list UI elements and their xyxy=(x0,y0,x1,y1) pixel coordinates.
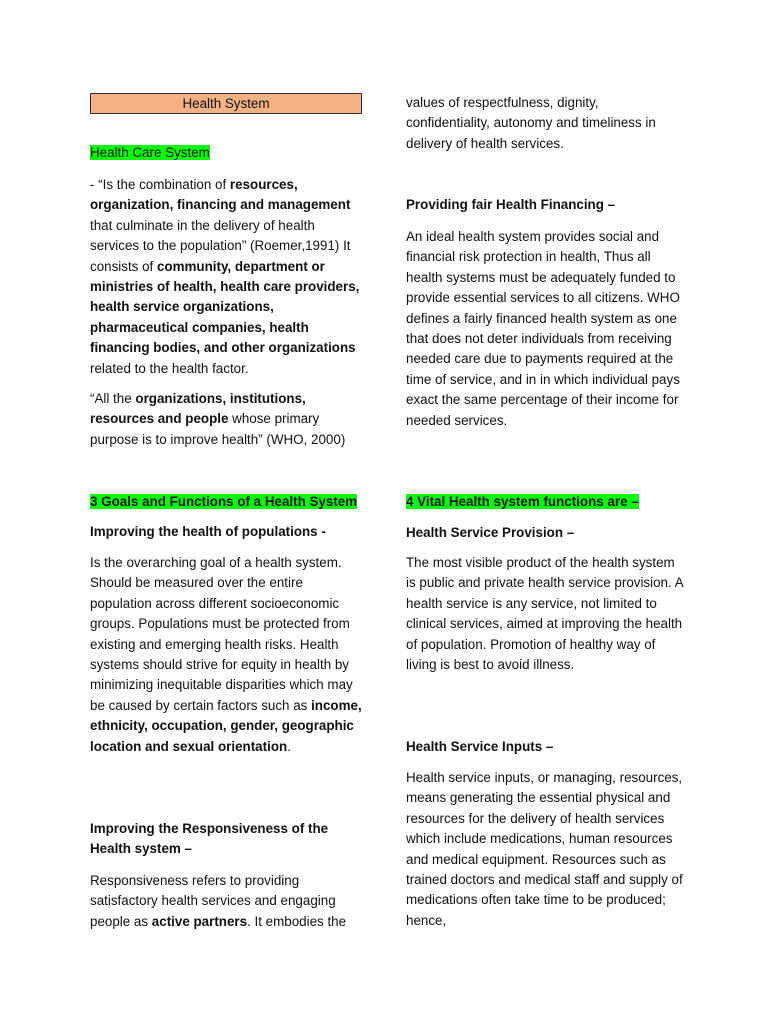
paragraph-responsiveness-continued: values of respectfulness, dignity, confidentiality, autonomy and timeliness in delivery of health services. xyxy=(406,95,656,151)
text-run: whose primary purpose is to improve health” (WHO, 2000) xyxy=(90,411,346,447)
subheading-improving-health: Improving the health of populations - xyxy=(90,524,326,539)
text-run: “All the xyxy=(90,391,136,406)
paragraph-responsiveness xyxy=(90,871,362,932)
subheading-fair-financing: Providing fair Health Financing – xyxy=(406,197,616,212)
page-title: Health System xyxy=(90,93,362,114)
text-run: related to the health factor. xyxy=(90,360,249,376)
text-run: - “Is the combination of xyxy=(90,177,230,192)
subheading-service-provision: Health Service Provision – xyxy=(406,525,575,540)
heading-vital-functions: 4 Vital Health system functions are – xyxy=(406,494,639,509)
heading-goals-functions: 3 Goals and Functions of a Health System xyxy=(90,494,358,509)
text-run: Is the overarching goal of a health system. Should be measured over the entire population across different socioeconomic groups. Populations must be protected from existing and emerging health risks. Health systems should strive for equity in health by minimizing inequitable disparities which may be caused by certain factors such as xyxy=(90,555,353,713)
text-run: Responsiveness refers to providing satisfactory health services and engaging people as xyxy=(90,873,336,929)
paragraph-fair-financing: An ideal health system provides social and financial risk protection in health, Thus all health systems must be adequately funded to provide essential services to all citizens. WHO defines a fairly financed health system as one that does not deter individuals from receiving needed care due to payments required at the time of service, and in in which individual pays exact the same percentage of their income for needed services. xyxy=(406,229,680,428)
text-run: . It embodies the xyxy=(247,913,347,929)
bold-text-run: community, department or ministries of health, health care providers, health service organizations, pharmaceutical companies, health financing bodies, and other organizations xyxy=(90,258,360,356)
text-run: . xyxy=(287,738,291,754)
bold-text-run: active partners xyxy=(151,913,248,929)
definition-paragraph-who xyxy=(90,389,362,450)
heading-health-care-system: Health Care System xyxy=(90,145,210,160)
definition-paragraph-roemer xyxy=(90,175,362,379)
subheading-service-inputs: Health Service Inputs – xyxy=(406,739,554,754)
subheading-responsiveness: Improving the Responsiveness of the Health system – xyxy=(90,821,329,857)
paragraph-service-provision: The most visible product of the health system is public and private health service provision. A health service is any service, not limited to clinical services, aimed at improving the health of population. Promotion of healthy way of living is best to avoid illness. xyxy=(406,555,683,673)
paragraph-improving-health xyxy=(90,553,362,757)
bold-text-run: organizations, institutions, resources and people xyxy=(90,391,306,427)
bold-text-run: resources, organization, financing and management xyxy=(90,177,351,213)
text-run: that culminate in the delivery of health services to the population” (Roemer,1991) It consists of xyxy=(90,217,351,274)
bold-text-run: income, ethnicity, occupation, gender, geographic location and sexual orientation xyxy=(90,697,362,754)
paragraph-service-inputs: Health service inputs, or managing, resources, means generating the essential physical and resources for the delivery of health services which include medications, human resources and medical equipment. Resources such as trained doctors and medical staff and supply of medications often take time to be produced; hence, xyxy=(406,770,683,928)
